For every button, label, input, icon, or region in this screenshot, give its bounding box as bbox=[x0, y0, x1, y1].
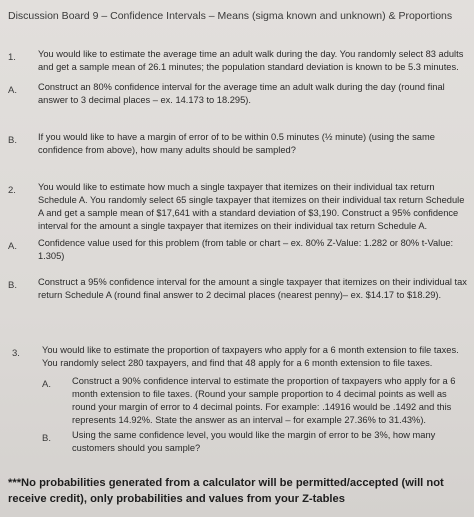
page-title: Discussion Board 9 – Confidence Intervals – Means (sigma known and unknown) & Proportions bbox=[8, 10, 453, 22]
question-2b-text: Construct a 95% confidence interval for the amount a single taxpayer that itemizes on their individual tax return Schedule A (round final answer to 2 decimal places (nearest penny)– ex. $14.17 to $18.29). bbox=[38, 277, 467, 300]
question-3b-text: Using the same confidence level, you would like the margin of error to be 3%, how many customers should you sample? bbox=[72, 430, 436, 453]
footer-note: ***No probabilities generated from a calculator will be permitted/accepted (will not receive credit), only probabilities and values from your Z-tables bbox=[8, 477, 444, 505]
question-2-text: You would like to estimate how much a single taxpayer that itemizes on their individual tax return Schedule A. You randomly select 65 single taxpayer that itemizes on their individual tax return Schedule A and get a sample mean of $17,641 with a standard deviation of $3,190. Construct a 95% confidence interval for the amount a single taxpayer that itemizes on their individual tax return Schedule A. bbox=[38, 182, 465, 231]
question-2a-text: Confidence value used for this problem (from table or chart – ex. 80% Z-Value: 1.282 or 80% t-Value: 1.305) bbox=[38, 238, 454, 261]
question-1b-label: B. bbox=[8, 135, 17, 146]
question-3b-label: B. bbox=[42, 433, 51, 444]
question-2a-label: A. bbox=[8, 241, 17, 252]
question-2b-label: B. bbox=[8, 280, 17, 291]
question-1-number: 1. bbox=[8, 52, 16, 63]
question-1-text: You would like to estimate the average time an adult walk during the day. You randomly select 83 adults and get a sample mean of 26.1 minutes; the population standard deviation is known to be 5.3 minutes. bbox=[38, 49, 464, 72]
question-1a-label: A. bbox=[8, 85, 17, 96]
question-3a-text: Construct a 90% confidence interval to estimate the proportion of taxpayers who apply for a 6 month extension to file taxes. (Round your sample proportion to 4 decimal points as well as round your margin of error to 4 decimal points. For example: .14916 would be .1492 and this represents 14.92%. State the answer as an interval – for example 27.36% to 31.43%). bbox=[72, 376, 456, 425]
question-2-number: 2. bbox=[8, 185, 16, 196]
question-1b-text: If you would like to have a margin of error of to be within 0.5 minutes (½ minute) (using the same confidence from above), how many adults should be sampled? bbox=[38, 132, 435, 155]
question-3-text: You would like to estimate the proportion of taxpayers who apply for a 6 month extension to file taxes. You randomly select 280 taxpayers, and find that 48 apply for a 6 month extension to file taxes. bbox=[42, 345, 459, 368]
question-3-number: 3. bbox=[12, 348, 20, 359]
question-1a-text: Construct an 80% confidence interval for the average time an adult walk during the day (round final answer to 3 decimal places – ex. 14.173 to 18.295). bbox=[38, 82, 445, 105]
question-3a-label: A. bbox=[42, 379, 51, 390]
